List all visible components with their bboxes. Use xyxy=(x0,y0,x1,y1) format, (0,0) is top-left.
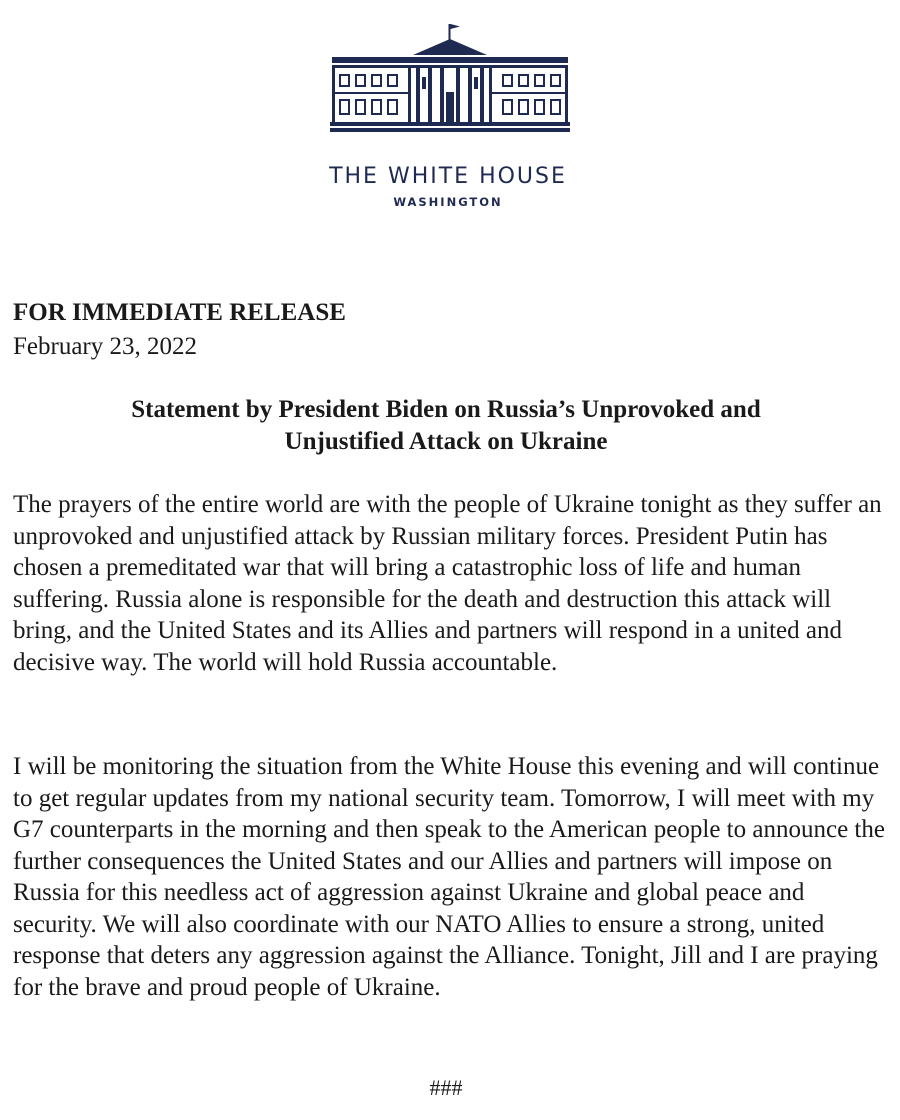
release-date: February 23, 2022 xyxy=(13,333,197,360)
statement-paragraph-2: I will be monitoring the situation from the White House this evening and will continue to get regular updates from my national security team. Tomorrow, I will meet with my G7 counterparts in the morning and then speak to the American people to announce the further consequences the United States and our Allies and partners will impose on Russia for this needless act of aggression against Ukraine and global peace and security. We will also coordinate with our NATO Allies to ensure a strong, united response that deters any aggression against the Alliance. Tonight, Jill and I are praying for the brave and proud people of Ukraine. xyxy=(13,753,885,1001)
white-house-building-icon xyxy=(330,22,570,134)
statement-paragraph-1: The prayers of the entire world are with the people of Ukraine tonight as they suffer an unprovoked and unjustified attack by Russian military forces. President Putin has chosen a premeditated war that will bring a catastrophic loss of life and human suffering. Russia alone is responsible for the death and destruction this attack will bring, and the United States and its Allies and partners will respond in a united and decisive way. The world will hold Russia accountable. xyxy=(13,491,882,676)
letterhead xyxy=(0,0,900,230)
org-subtitle: WASHINGTON xyxy=(393,195,503,209)
org-title: THE WHITE HOUSE xyxy=(329,164,567,189)
end-mark: ### xyxy=(429,1075,463,1100)
statement-title xyxy=(0,394,892,458)
statement-title-line-1: Statement by President Biden on Russia’s Unprovoked and xyxy=(131,396,761,423)
release-label: FOR IMMEDIATE RELEASE xyxy=(13,299,346,326)
statement-title-line-2: Unjustified Attack on Ukraine xyxy=(284,428,608,455)
